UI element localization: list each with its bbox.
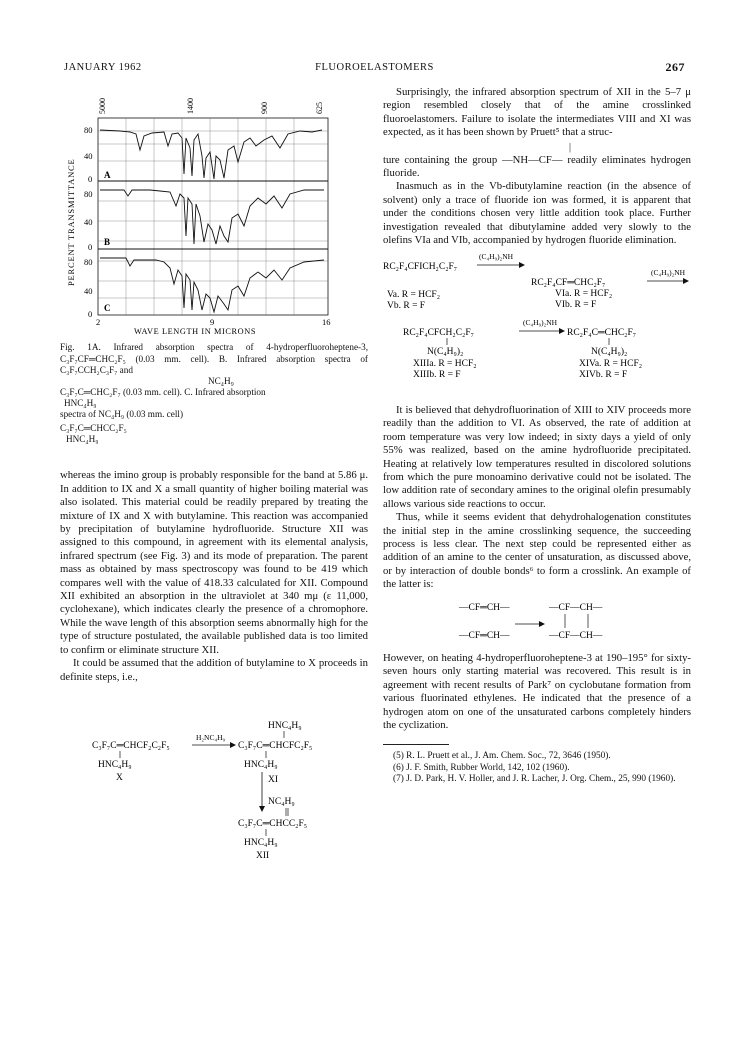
y-tick: 80 <box>84 125 93 135</box>
x-tick: 2 <box>96 317 101 327</box>
scheme-r3: RC₂F₄CFCH₂C₂F₇ <box>403 328 474 339</box>
y-tick: 0 <box>88 242 93 252</box>
scheme-product-xii: C₃F₇C═CHCC₂F₅ <box>238 818 308 829</box>
x-tick: 16 <box>322 317 331 327</box>
footnote-6: (6) J. F. Smith, Rubber World, 142, 102 (1960). <box>393 762 570 773</box>
panel-label-b: B <box>104 237 111 247</box>
compound-xivb: XIVb. R = F <box>579 370 628 381</box>
top-tick-1400: 1400 <box>186 98 195 114</box>
scheme-n2: N(C₄H₉)₂ <box>591 347 628 358</box>
scheme-reagent-2: (C₄H₉)₂NH <box>651 268 686 278</box>
x-tick: 9 <box>210 317 215 327</box>
body-paragraph: Thus, while it seems evident that dehydrohalogenation constitutes the initial step in the amine crosslinking sequence, the succeeding process is less clear. The next step could be represented either as addition of an amine to the center of unsaturation, as discussed above, or by interaction of double bonds⁶ to form a crosslink. An example of the latter is: <box>383 511 691 591</box>
left-column <box>60 86 368 902</box>
body-paragraph: However, on heating 4-hydroperfluoroheptene-3 at 190–195° for sixty-seven hours only starting material was recovered. This result is in agreement with recent results of Park⁷ on cyclobutane formation from various fluorinated ethylenes. He indicated that the presence of a hydrogen atom on one of the unsaturated carbons completely hinders the cyclization. <box>383 651 691 731</box>
body-paragraph: It is believed that dehydrofluorination of XIII to XIV proceeds more readily than the addition to VI. As observed, the rate of addition at room temperature was very low indeed; in sixty days a yield of only 55% was realized, based on the amine hydrofluoride precipitated. Heating at relatively low temperatures resulted in discolored solutions from which the pure monoamino derivative could not be isolated. The low addition rate of secondary amines to the original olefin presumably allows various side reactions to occur. <box>383 403 691 510</box>
scheme-hnc4h9-x: HNC₄H₉ <box>98 759 132 770</box>
caption-line3: spectra of NC₄H₉ (0.03 mm. cell) <box>60 409 184 420</box>
footnote-5: (5) R. L. Pruett et al., J. Am. Chem. Soc., 72, 3646 (1950). <box>393 751 611 762</box>
footnote-rule <box>383 744 449 745</box>
body-paragraph: whereas the imino group is probably responsible for the band at 5.86 μ. In addition to IX and X a small quantity of higher boiling material was also isolated. This material could be readily prepared by treating the mixture of IX and X with butylamine. This reaction was accompanied by precipitation of butylamine hydrofluoride. Structure XII was assigned to this compound, in agreement with its elemental analysis, infrared spectrum (see Fig. 3) and its mode of preparation. The parent mass as obtained by mass spectroscopy was found to be 419 which compares well with the value of 418.33 calculated for XII. Compound XII exhibited an absorption in the ultraviolet at 340 mμ (ε 11,000, cyclohexane), which indicates clearly the presence of a chromophore. While the wave length of this absorption seems abnormally high for the type of structure postulated, the available published data is too limited to confirm or eliminate structure XII. <box>60 469 368 656</box>
caption-formula: C₃F₇C═CHCC₂F₅ <box>60 423 127 434</box>
caption-lead: Fig. 1A. Infrared absorption spectra of 4-hydroperfluoroheptene-3, C₃F₇CF═CHC₂F₅ (0.03 mm. cell). B. Infrared absorption spectra of C₃F₇CCH₂C₃F₇ and <box>60 342 368 375</box>
panel-label-a: A <box>104 170 111 180</box>
scheme-nc4h9: NC₄H₉ <box>268 796 295 807</box>
butylamine-addition-scheme <box>60 698 368 898</box>
panel-label-c: C <box>104 303 111 313</box>
y-tick: 40 <box>84 286 93 296</box>
crosslink-olefin-2: —CF═CH— <box>459 630 510 641</box>
ir-spectra-figure <box>60 86 368 336</box>
caption-line2: C₃F₇C═CHC₂F₇ (0.03 mm. cell). C. Infrared absorption <box>60 387 266 398</box>
right-column: Surprisingly, the infrared absorption spectrum of XII in the 5–7 μ region resembled closely that of the amine crosslinked fluoroelastomers. Failure to isolate the intermediates VIII and XI was expected, as it has been shown by Pruett⁵ that a struc- | ture containing the group —NH—CF— readily eliminates hydrogen fluoride. Inasmuch as in the Vb-dibutylamine reaction (in the absence of solvent) only a trace of fluoride ion was formed, it is apparent that under the conditions chosen very little addition took place. Further investigation revealed that dibutylamine added very slowly to the olefins VIa and VIb, accompanied by hydrogen fluoride elimination. RC₂F₄CFICH₂C₂F₇ (C₄H₉)₂NH RC₂F₄CF═CHC₂F₇ (C₄H₉)₂NH Va. R = HCF₂ Vb. R = F VIa. R = HCF₂ VIb. R = F (C₄H₉)₂NH RC₂F₄CFCH₂C₂F₇ RC₂F₄C═CHC₂F₇ N(C₄H₉)₂ N(C₄H₉)₂ XIIIa. R = HCF₂ XIIIb. R = F XIVa. R = HCF₂ XIVb. R = F It is believed that dehydrofluorination of XIII to XIV proceeds more readily than the addition to VI. As observed, the rate of addition at room temperature was very low indeed; in sixty days a yield of only 55% was realized, based on the amine hydrofluoride precipitated. Heating at relatively low temperatures resulted in discolored solutions from which the pure monoamino derivative could not be isolated. The low addition rate of secondary amines to the original olefin presumably allows various side reactions to occur. Thus, while it seems evident that dehydrohalogenation constitutes the initial step in the amine crosslinking sequence, the succeeding process is less clear. The next step could be represented either as addition of an amine to the center of unsaturation, as discussed above, or by interaction of double bonds⁶ to form a crosslink. An example of the latter is: —CF═CH— —CF═CH— —CF—CH— —CF—CH— However, on heating 4-hydroperfluoroheptene-3 at 190–195° for sixty-seven hours only starting material was recovered. This result is in agreement with recent results of Park⁷ on cyclobutane formation from various fluorinated ethylenes. He indicated that the presence of a hydrogen atom on one of the unsaturated carbons completely hinders the cyclization. (5) R. L. Pruett et al., J. Am. Chem. Soc., 72, 3646 (1950). (6) J. F. Smith, Rubber World, 142, 102 (1960). (7) J. D. Park, H. V. Holler, and J. R. Lacher, J. Org. Chem., 25, 990 (1960). <box>383 86 691 785</box>
crosslink-ring-top: —CF—CH— <box>549 602 603 613</box>
y-tick: 80 <box>84 257 93 267</box>
compound-vib: VIb. R = F <box>555 300 597 311</box>
y-tick: 0 <box>88 309 93 319</box>
compound-xiiib: XIIIb. R = F <box>413 370 461 381</box>
scheme-n1: N(C₄H₉)₂ <box>427 347 464 358</box>
y-axis-label: PERCENT TRANSMITTANCE <box>66 158 76 286</box>
caption-nc4h9: NC₄H₉ <box>208 376 234 387</box>
compound-via: VIa. R = HCF₂ <box>555 289 613 300</box>
x-axis-label: WAVE LENGTH IN MICRONS <box>134 327 257 336</box>
compound-xiiia: XIIIa. R = HCF₂ <box>413 359 477 370</box>
scheme-reagent: (C₄H₉)₂NH <box>479 252 514 262</box>
body-paragraph: Surprisingly, the infrared absorption spectrum of XII in the 5–7 μ region resembled closely that of the amine crosslinked fluoroelastomers. Failure to isolate the intermediates VIII and XI was expected, as it has been shown by Pruett⁵ that a struc- <box>383 86 691 139</box>
y-tick: 80 <box>84 189 93 199</box>
scheme-r4: RC₂F₄C═CHC₂F₇ <box>567 328 637 339</box>
compound-label-xi: XI <box>268 774 279 785</box>
body-paragraph: ture containing the group —NH—CF— readily eliminates hydrogen fluoride. <box>383 153 691 180</box>
scheme-hnc4h9-xii: HNC₄H₉ <box>244 837 278 848</box>
crosslink-ring-bottom: —CF—CH— <box>549 630 603 641</box>
body-paragraph: Inasmuch as in the Vb-dibutylamine reaction (in the absence of solvent) only a trace of fluoride ion was formed, it is apparent that under the conditions chosen very little addition took place. Further investigation revealed that dibutylamine added very slowly to the olefins VIa and VIb, accompanied by hydrogen fluoride elimination. <box>383 180 691 247</box>
y-tick: 0 <box>88 174 93 184</box>
y-tick: 40 <box>84 217 93 227</box>
scheme-reactant-x: C₃F₇C═CHCF₂C₂F₅ <box>92 740 170 751</box>
scheme-hnc4h9-xi: HNC₄H₉ <box>244 759 278 770</box>
top-tick-625: 625 <box>315 102 324 114</box>
caption-hnc4h9: HNC₄H₉ <box>64 398 97 409</box>
compound-vb: Vb. R = F <box>387 301 426 312</box>
body-paragraph: It could be assumed that the addition of butylamine to X proceeds in definite steps, i.e., <box>60 657 368 683</box>
scheme-hnc4h9-top: HNC₄H₉ <box>268 720 302 731</box>
compound-label-xii: XII <box>256 850 270 861</box>
page-number: 267 <box>665 60 685 74</box>
scheme-r2: RC₂F₄CF═CHC₂F₇ <box>531 278 606 289</box>
dibutylamine-reaction-scheme <box>383 249 691 395</box>
figure-caption <box>60 342 368 445</box>
running-header-date: JANUARY 1962 <box>64 62 142 73</box>
crosslink-olefin-1: —CF═CH— <box>459 602 510 613</box>
crosslink-scheme <box>383 596 691 644</box>
top-tick-900: 900 <box>260 102 269 114</box>
scheme-r1: RC₂F₄CFICH₂C₂F₇ <box>383 262 458 273</box>
top-tick-5000: 5000 <box>98 98 107 114</box>
compound-va: Va. R = HCF₂ <box>387 290 441 301</box>
scheme-reagent: H₂NC₄H₉ <box>196 732 226 742</box>
scheme-product-xi: C₃F₇C═CHCFC₂F₅ <box>238 740 313 751</box>
footnotes <box>383 751 691 785</box>
footnote-7: (7) J. D. Park, H. V. Holler, and J. R. Lacher, J. Org. Chem., 25, 990 (1960). <box>393 774 676 785</box>
caption-formula-sub: HNC₄H₉ <box>66 434 99 445</box>
compound-label-x: X <box>116 772 123 783</box>
compound-xiva: XIVa. R = HCF₂ <box>579 359 643 370</box>
spectrum-b-trace <box>100 190 324 244</box>
y-tick: 40 <box>84 151 93 161</box>
running-header-title: FLUOROELASTOMERS <box>315 62 434 73</box>
scheme-reagent-3: (C₄H₉)₂NH <box>523 318 558 328</box>
spectrum-a-trace <box>100 130 322 179</box>
spectrum-c-trace <box>100 258 324 312</box>
